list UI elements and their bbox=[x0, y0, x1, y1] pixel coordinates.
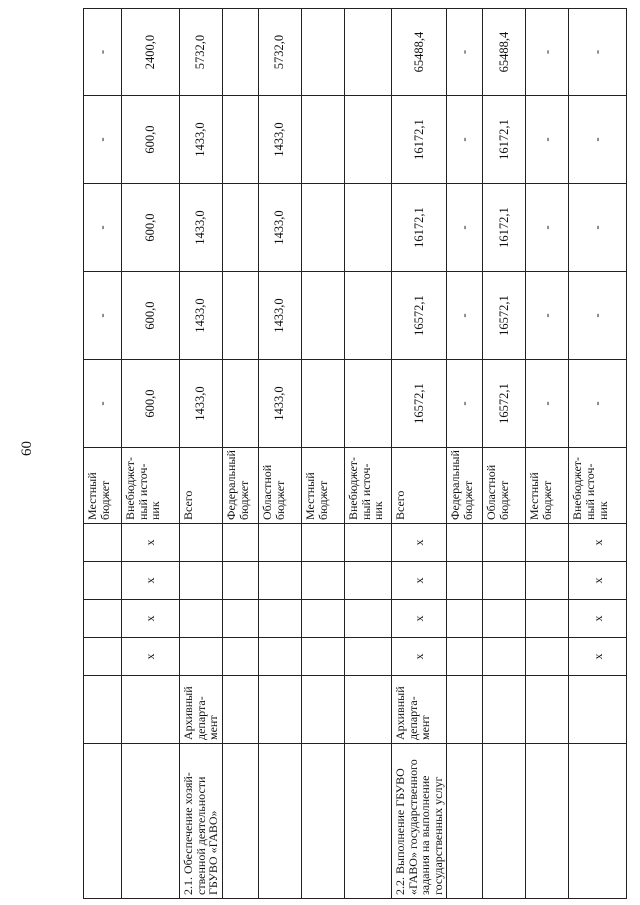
term-mark-cell bbox=[447, 600, 483, 638]
amount-cell bbox=[345, 272, 392, 360]
amount-cell: - bbox=[84, 272, 122, 360]
executor-cell bbox=[122, 676, 180, 744]
table-row bbox=[345, 9, 392, 899]
term-mark-cell bbox=[447, 562, 483, 600]
amount-cell bbox=[223, 360, 259, 448]
budget-table bbox=[83, 8, 627, 899]
task-cell: 2.2. Выполнение ГБУВО «ГАВО» государственного задания на выполнение государственных услуг bbox=[392, 744, 447, 899]
funding-source-cell: Всего bbox=[392, 448, 447, 524]
term-mark-cell bbox=[223, 562, 259, 600]
amount-cell bbox=[302, 184, 345, 272]
term-mark-cell: х bbox=[392, 600, 447, 638]
term-mark-cell: х bbox=[569, 638, 627, 676]
term-mark-cell bbox=[447, 638, 483, 676]
amount-cell: 600,0 bbox=[122, 360, 180, 448]
amount-cell: 1433,0 bbox=[180, 184, 223, 272]
amount-cell: 16572,1 bbox=[483, 360, 526, 448]
amount-cell: 600,0 bbox=[122, 96, 180, 184]
amount-cell bbox=[223, 184, 259, 272]
term-mark-cell bbox=[223, 638, 259, 676]
term-mark-cell bbox=[84, 638, 122, 676]
amount-cell: 600,0 bbox=[122, 272, 180, 360]
term-mark-cell bbox=[345, 600, 392, 638]
amount-cell: - bbox=[447, 184, 483, 272]
term-mark-cell bbox=[345, 524, 392, 562]
term-mark-cell bbox=[526, 562, 569, 600]
task-cell bbox=[302, 744, 345, 899]
term-mark-cell bbox=[259, 638, 302, 676]
amount-cell: 16572,1 bbox=[483, 272, 526, 360]
amount-cell bbox=[345, 184, 392, 272]
term-mark-cell bbox=[180, 524, 223, 562]
amount-cell: 5732,0 bbox=[180, 9, 223, 96]
amount-cell bbox=[302, 272, 345, 360]
amount-cell: - bbox=[526, 9, 569, 96]
term-mark-cell bbox=[84, 562, 122, 600]
term-mark-cell: х bbox=[392, 562, 447, 600]
amount-cell: 16572,1 bbox=[392, 272, 447, 360]
amount-cell: - bbox=[84, 184, 122, 272]
amount-cell: 16172,1 bbox=[392, 96, 447, 184]
amount-cell: 5732,0 bbox=[259, 9, 302, 96]
executor-cell bbox=[447, 676, 483, 744]
amount-cell: - bbox=[447, 272, 483, 360]
table-row bbox=[180, 9, 223, 899]
executor-cell bbox=[483, 676, 526, 744]
amount-cell bbox=[345, 96, 392, 184]
funding-source-cell: Местный бюджет bbox=[302, 448, 345, 524]
funding-source-cell: Федеральный бюджет bbox=[223, 448, 259, 524]
table-row bbox=[392, 9, 447, 899]
term-mark-cell bbox=[223, 524, 259, 562]
amount-cell: 2400,0 bbox=[122, 9, 180, 96]
term-mark-cell bbox=[345, 562, 392, 600]
term-mark-cell bbox=[483, 638, 526, 676]
term-mark-cell bbox=[180, 600, 223, 638]
amount-cell bbox=[302, 360, 345, 448]
executor-cell: Архивный департа-мент bbox=[392, 676, 447, 744]
term-mark-cell: х bbox=[122, 524, 180, 562]
term-mark-cell bbox=[526, 600, 569, 638]
funding-source-cell: Областной бюджет bbox=[259, 448, 302, 524]
term-mark-cell bbox=[483, 562, 526, 600]
amount-cell: 1433,0 bbox=[259, 360, 302, 448]
task-cell bbox=[84, 744, 122, 899]
term-mark-cell: х bbox=[122, 600, 180, 638]
executor-cell bbox=[259, 676, 302, 744]
term-mark-cell bbox=[526, 638, 569, 676]
funding-source-cell: Всего bbox=[180, 448, 223, 524]
amount-cell bbox=[302, 9, 345, 96]
table-row bbox=[259, 9, 302, 899]
task-cell bbox=[122, 744, 180, 899]
term-mark-cell bbox=[259, 562, 302, 600]
amount-cell: 16172,1 bbox=[392, 184, 447, 272]
amount-cell: 1433,0 bbox=[259, 96, 302, 184]
funding-source-cell: Местный бюджет bbox=[526, 448, 569, 524]
amount-cell: - bbox=[526, 272, 569, 360]
amount-cell bbox=[223, 96, 259, 184]
term-mark-cell: х bbox=[569, 600, 627, 638]
page-number: 60 bbox=[19, 441, 35, 456]
amount-cell bbox=[302, 96, 345, 184]
term-mark-cell bbox=[302, 638, 345, 676]
amount-cell: - bbox=[569, 184, 627, 272]
task-cell bbox=[259, 744, 302, 899]
amount-cell: 16572,1 bbox=[392, 360, 447, 448]
amount-cell: - bbox=[447, 360, 483, 448]
term-mark-cell: х bbox=[122, 638, 180, 676]
rotated-table-wrapper bbox=[83, 9, 616, 899]
funding-source-cell: Местный бюджет bbox=[84, 448, 122, 524]
task-cell bbox=[483, 744, 526, 899]
term-mark-cell bbox=[180, 638, 223, 676]
task-cell bbox=[345, 744, 392, 899]
amount-cell bbox=[223, 272, 259, 360]
executor-cell bbox=[345, 676, 392, 744]
table-row bbox=[569, 9, 627, 899]
funding-source-cell: Областной бюджет bbox=[483, 448, 526, 524]
table-row bbox=[302, 9, 345, 899]
amount-cell: 16172,1 bbox=[483, 96, 526, 184]
table-row bbox=[483, 9, 526, 899]
funding-source-cell: Федеральный бюджет bbox=[447, 448, 483, 524]
amount-cell: 65488,4 bbox=[483, 9, 526, 96]
term-mark-cell bbox=[180, 562, 223, 600]
amount-cell: 1433,0 bbox=[259, 184, 302, 272]
amount-cell: - bbox=[526, 96, 569, 184]
amount-cell: 1433,0 bbox=[180, 96, 223, 184]
term-mark-cell bbox=[345, 638, 392, 676]
amount-cell: - bbox=[84, 360, 122, 448]
executor-cell bbox=[569, 676, 627, 744]
task-cell bbox=[447, 744, 483, 899]
task-cell: 2.1. Обеспечение хозяй-ственной деятельности ГБУВО «ГАВО» bbox=[180, 744, 223, 899]
term-mark-cell bbox=[223, 600, 259, 638]
amount-cell: - bbox=[569, 272, 627, 360]
term-mark-cell: х bbox=[569, 562, 627, 600]
amount-cell: - bbox=[526, 360, 569, 448]
executor-cell bbox=[223, 676, 259, 744]
amount-cell: 1433,0 bbox=[259, 272, 302, 360]
term-mark-cell bbox=[302, 600, 345, 638]
term-mark-cell bbox=[259, 524, 302, 562]
amount-cell: - bbox=[569, 360, 627, 448]
term-mark-cell bbox=[302, 562, 345, 600]
amount-cell: 600,0 bbox=[122, 184, 180, 272]
term-mark-cell: х bbox=[122, 562, 180, 600]
amount-cell: - bbox=[84, 9, 122, 96]
term-mark-cell bbox=[302, 524, 345, 562]
task-cell bbox=[569, 744, 627, 899]
term-mark-cell bbox=[483, 524, 526, 562]
term-mark-cell bbox=[84, 524, 122, 562]
table-row bbox=[84, 9, 122, 899]
amount-cell: 1433,0 bbox=[180, 360, 223, 448]
executor-cell bbox=[526, 676, 569, 744]
task-cell bbox=[526, 744, 569, 899]
amount-cell bbox=[345, 9, 392, 96]
amount-cell: - bbox=[84, 96, 122, 184]
amount-cell: - bbox=[447, 96, 483, 184]
funding-source-cell: Внебюджет-ный источ-ник bbox=[569, 448, 627, 524]
amount-cell: - bbox=[447, 9, 483, 96]
term-mark-cell bbox=[84, 600, 122, 638]
funding-source-cell: Внебюджет-ный источ-ник bbox=[122, 448, 180, 524]
amount-cell: - bbox=[526, 184, 569, 272]
amount-cell: 16172,1 bbox=[483, 184, 526, 272]
term-mark-cell bbox=[447, 524, 483, 562]
term-mark-cell bbox=[483, 600, 526, 638]
term-mark-cell: х bbox=[392, 524, 447, 562]
table-row bbox=[526, 9, 569, 899]
executor-cell bbox=[84, 676, 122, 744]
task-cell bbox=[223, 744, 259, 899]
amount-cell bbox=[345, 360, 392, 448]
amount-cell: - bbox=[569, 9, 627, 96]
executor-cell: Архивный департа-мент bbox=[180, 676, 223, 744]
table-body bbox=[84, 9, 627, 899]
amount-cell: 1433,0 bbox=[180, 272, 223, 360]
amount-cell: 65488,4 bbox=[392, 9, 447, 96]
table-row bbox=[122, 9, 180, 899]
term-mark-cell bbox=[526, 524, 569, 562]
term-mark-cell: х bbox=[392, 638, 447, 676]
amount-cell bbox=[223, 9, 259, 96]
funding-source-cell: Внебюджет-ный источ-ник bbox=[345, 448, 392, 524]
term-mark-cell: х bbox=[569, 524, 627, 562]
table-row bbox=[447, 9, 483, 899]
amount-cell: - bbox=[569, 96, 627, 184]
table-row bbox=[223, 9, 259, 899]
term-mark-cell bbox=[259, 600, 302, 638]
executor-cell bbox=[302, 676, 345, 744]
